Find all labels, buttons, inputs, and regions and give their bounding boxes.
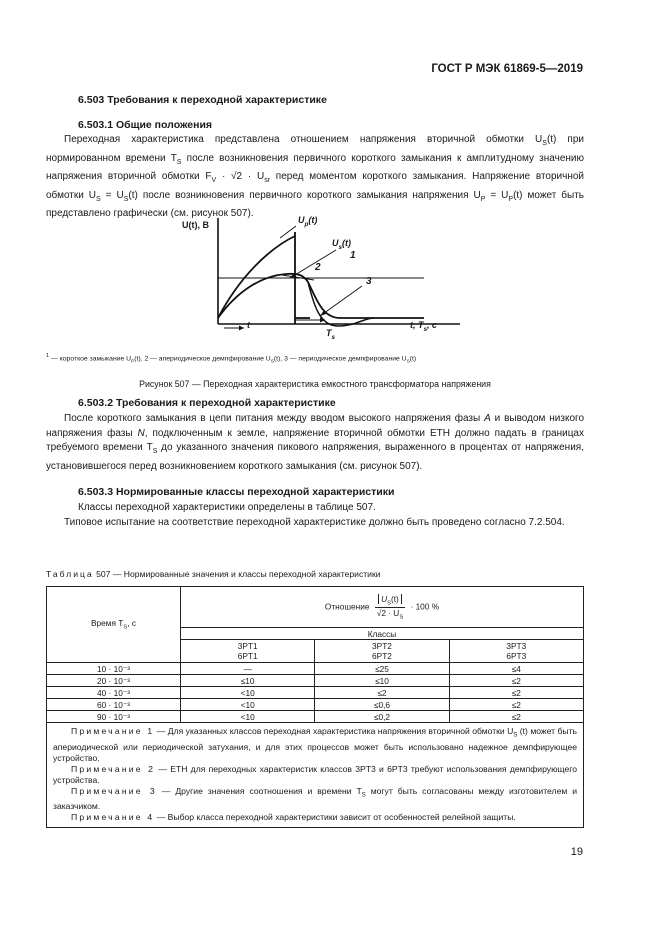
classes-header: Классы xyxy=(181,628,584,640)
table-507 xyxy=(46,586,584,828)
curve-1-number: 1 xyxy=(350,250,356,261)
ratio-fraction: $\frac{U_S(t)}{√2 \cdot U_S}$ xyxy=(376,593,404,621)
table-row: 10 · 10⁻³ — ≤25 ≤4 xyxy=(47,663,584,675)
document-header: ГОСТ Р МЭК 61869-5—2019 xyxy=(431,63,583,75)
curve-3-number: 3 xyxy=(366,276,372,287)
x-axis-label: t, $T_s$, с xyxy=(410,320,438,333)
t-label: t xyxy=(247,320,250,330)
note-3: Примечание 3 — Другие значения соотношения и времени $T_S$ могут быть согласованы между изготовителем и заказчиком. xyxy=(53,785,577,812)
curve-2-number: 2 xyxy=(315,262,321,273)
figure-caption: Рисунок 507 — Переходная характеристика емкостного трансформатора напряжения xyxy=(139,379,491,389)
us-pointer xyxy=(290,250,336,278)
class-head-2: 3PT2 6PT2 xyxy=(315,640,449,663)
paragraph-classes: Классы переходной характеристики определены в таблице 507. xyxy=(78,502,376,513)
up-curve-label: $U_p(t)$ xyxy=(298,215,318,228)
section-6503-heading: 6.503 Требования к переходной характеристике xyxy=(78,94,327,106)
label-3-pointer xyxy=(320,286,362,316)
paragraph-requirements: После короткого замыкания в цепи питания между вводом высокого напряжения фазы A и выводом низкого напряжения фазы N, подключенным к земле, напряжение вторичной обмотки ЕТН должно падать в границах требуемого времени $T_S$ до указанного значения пикового напряжения, выраженного в процентах от напряжения, установившегося перед возникновением короткого замыкания (см. рисунок 507). xyxy=(46,413,585,472)
table-row: 90 · 10⁻³ <10 ≤0,2 ≤2 xyxy=(47,711,584,723)
table-caption: Таблица 507 — Нормированные значения и классы переходной характеристики xyxy=(46,569,381,579)
ratio-header: Отношение $\frac{U_S(t)}{√2 \cdot U_S}$ · 100 % xyxy=(181,587,584,628)
us-curve-label: $U_s(t)$ xyxy=(332,238,352,251)
note-4: Примечание 4 — Выбор класса переходной характеристики зависит от особенностей релейной защиты. xyxy=(71,812,516,823)
note-2: Примечание 2 — ЕТН для переходных характеристик классов 3PT3 и 6PT3 требуют использования демпфирующего устройства. xyxy=(53,763,577,785)
paragraph-test: Типовое испытание на соответствие переходной характеристике должно быть проведено согласно 7.2.504. xyxy=(64,517,565,528)
note-1: Примечание 1 — Для указанных классов переходная характеристика напряжения вторичной обмотки $U_S$ (t) может быть апериодической или периодической затухания, и для этих процессов может быть использовано надежное демпфирующее устройство. xyxy=(53,726,578,763)
section-65032-heading: 6.503.2 Требования к переходной характеристике xyxy=(78,397,336,409)
class-head-3: 3PT3 6PT3 xyxy=(449,640,583,663)
table-row: 60 · 10⁻³ <10 ≤0,6 ≤2 xyxy=(47,699,584,711)
table-row: 20 · 10⁻³ ≤10 ≤10 ≤2 xyxy=(47,675,584,687)
col-time-header: Время $T_S$, с xyxy=(47,587,181,663)
ts-label: $T_s$ xyxy=(326,328,336,341)
curve-3-periodic xyxy=(308,282,374,326)
figure-legend: $^1$ — короткое замыкание $U_P(t)$, 2 — апериодическое демпфирование $U_S(t)$, 3 — периодическое демпфирование $U_S(t)$ xyxy=(46,353,417,365)
class-head-1: 3PT1 6PT1 xyxy=(181,640,315,663)
table-notes xyxy=(47,723,584,828)
curve-2-aperiodic xyxy=(218,274,424,318)
paragraph-general: Переходная характеристика представлена отношением напряжения вторичной обмотки $U_S(t)$ при нормированном времени $T_S$ после возникновения первичного короткого замыкания к амплитудному значению напряжения вторичной обмотки $F_V \cdot √2 \cdot U_{sr}$ перед моментом короткого замыкания. Напряжение вторичной обмотки $U_S = U_S(t)$ после возникновения первичного короткого замыкания напряжения $U_P = U_P(t)$ может быть представлено графически (см. рисунок 507). xyxy=(46,134,585,219)
section-65031-heading: 6.503.1 Общие положения xyxy=(78,119,213,131)
section-65033-heading: 6.503.3 Нормированные классы переходной характеристики xyxy=(78,486,395,498)
table-row: 40 · 10⁻³ <10 ≤2 ≤2 xyxy=(47,687,584,699)
figure-507 xyxy=(180,214,470,344)
page-number: 19 xyxy=(570,846,583,858)
y-axis-label: U(t), В xyxy=(182,220,209,230)
curve-up-pre xyxy=(218,236,295,318)
